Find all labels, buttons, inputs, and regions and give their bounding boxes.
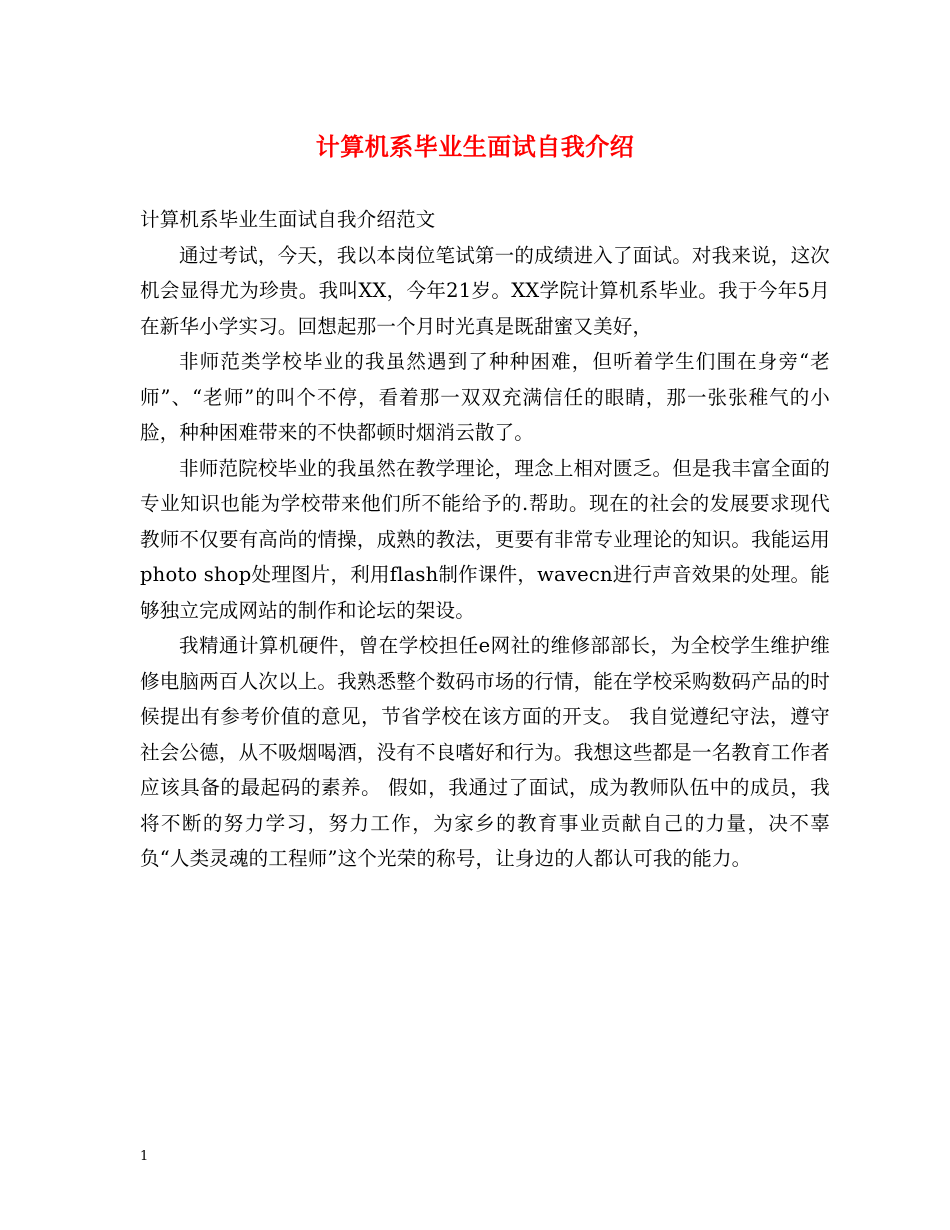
page-number: 1 bbox=[140, 1149, 149, 1164]
document-body bbox=[140, 202, 830, 877]
paragraph-3: 非师范院校毕业的我虽然在教学理论，理念上相对匮乏。但是我丰富全面的专业知识也能为学校带来他们所不能给予的.帮助。现在的社会的发展要求现代教师不仅要有高尚的情操，成熟的教法，更要有非常专业理论的知识。我能运用photo shop处理图片，利用flash制作课件，wavecn进行声音效果的处理。能够独立完成网站的制作和论坛的架设。 bbox=[140, 456, 830, 622]
paragraph-2: 非师范类学校毕业的我虽然遇到了种种困难，但听着学生们围在身旁“老师”、“老师”的叫个不停，看着那一双双充满信任的眼睛，那一张张稚气的小脸，种种困难带来的不快都顿时烟消云散了。 bbox=[140, 350, 830, 444]
paragraph-1: 通过考试，今天，我以本岗位笔试第一的成绩进入了面试。对我来说，这次机会显得尤为珍贵。我叫XX，今年21岁。XX学院计算机系毕业。我于今年5月在新华小学实习。回想起那一个月时光真是既甜蜜又美好， bbox=[140, 243, 830, 338]
page-title: 计算机系毕业生面试自我介绍 bbox=[315, 133, 635, 161]
paragraph-4: 我精通计算机硬件，曾在学校担任e网社的维修部部长，为全校学生维护维修电脑两百人次以上。我熟悉整个数码市场的行情，能在学校采购数码产品的时候提出有参考价值的意见，节省学校在该方面的开支。 我自觉遵纪守法，遵守社会公德，从不吸烟喝酒，没有不良嗜好和行为。我想这些都是一名教育工作者应该具备的最起码的素养。 假如，我通过了面试，成为教师队伍中的成员，我将不断的努力学习，努力工作，为家乡的教育事业贡献自己的力量，决不辜负“人类灵魂的工程师”这个光荣的称号，让身边的人都认可我的能力。 bbox=[140, 634, 830, 870]
document-subtitle: 计算机系毕业生面试自我介绍范文 bbox=[140, 208, 436, 231]
